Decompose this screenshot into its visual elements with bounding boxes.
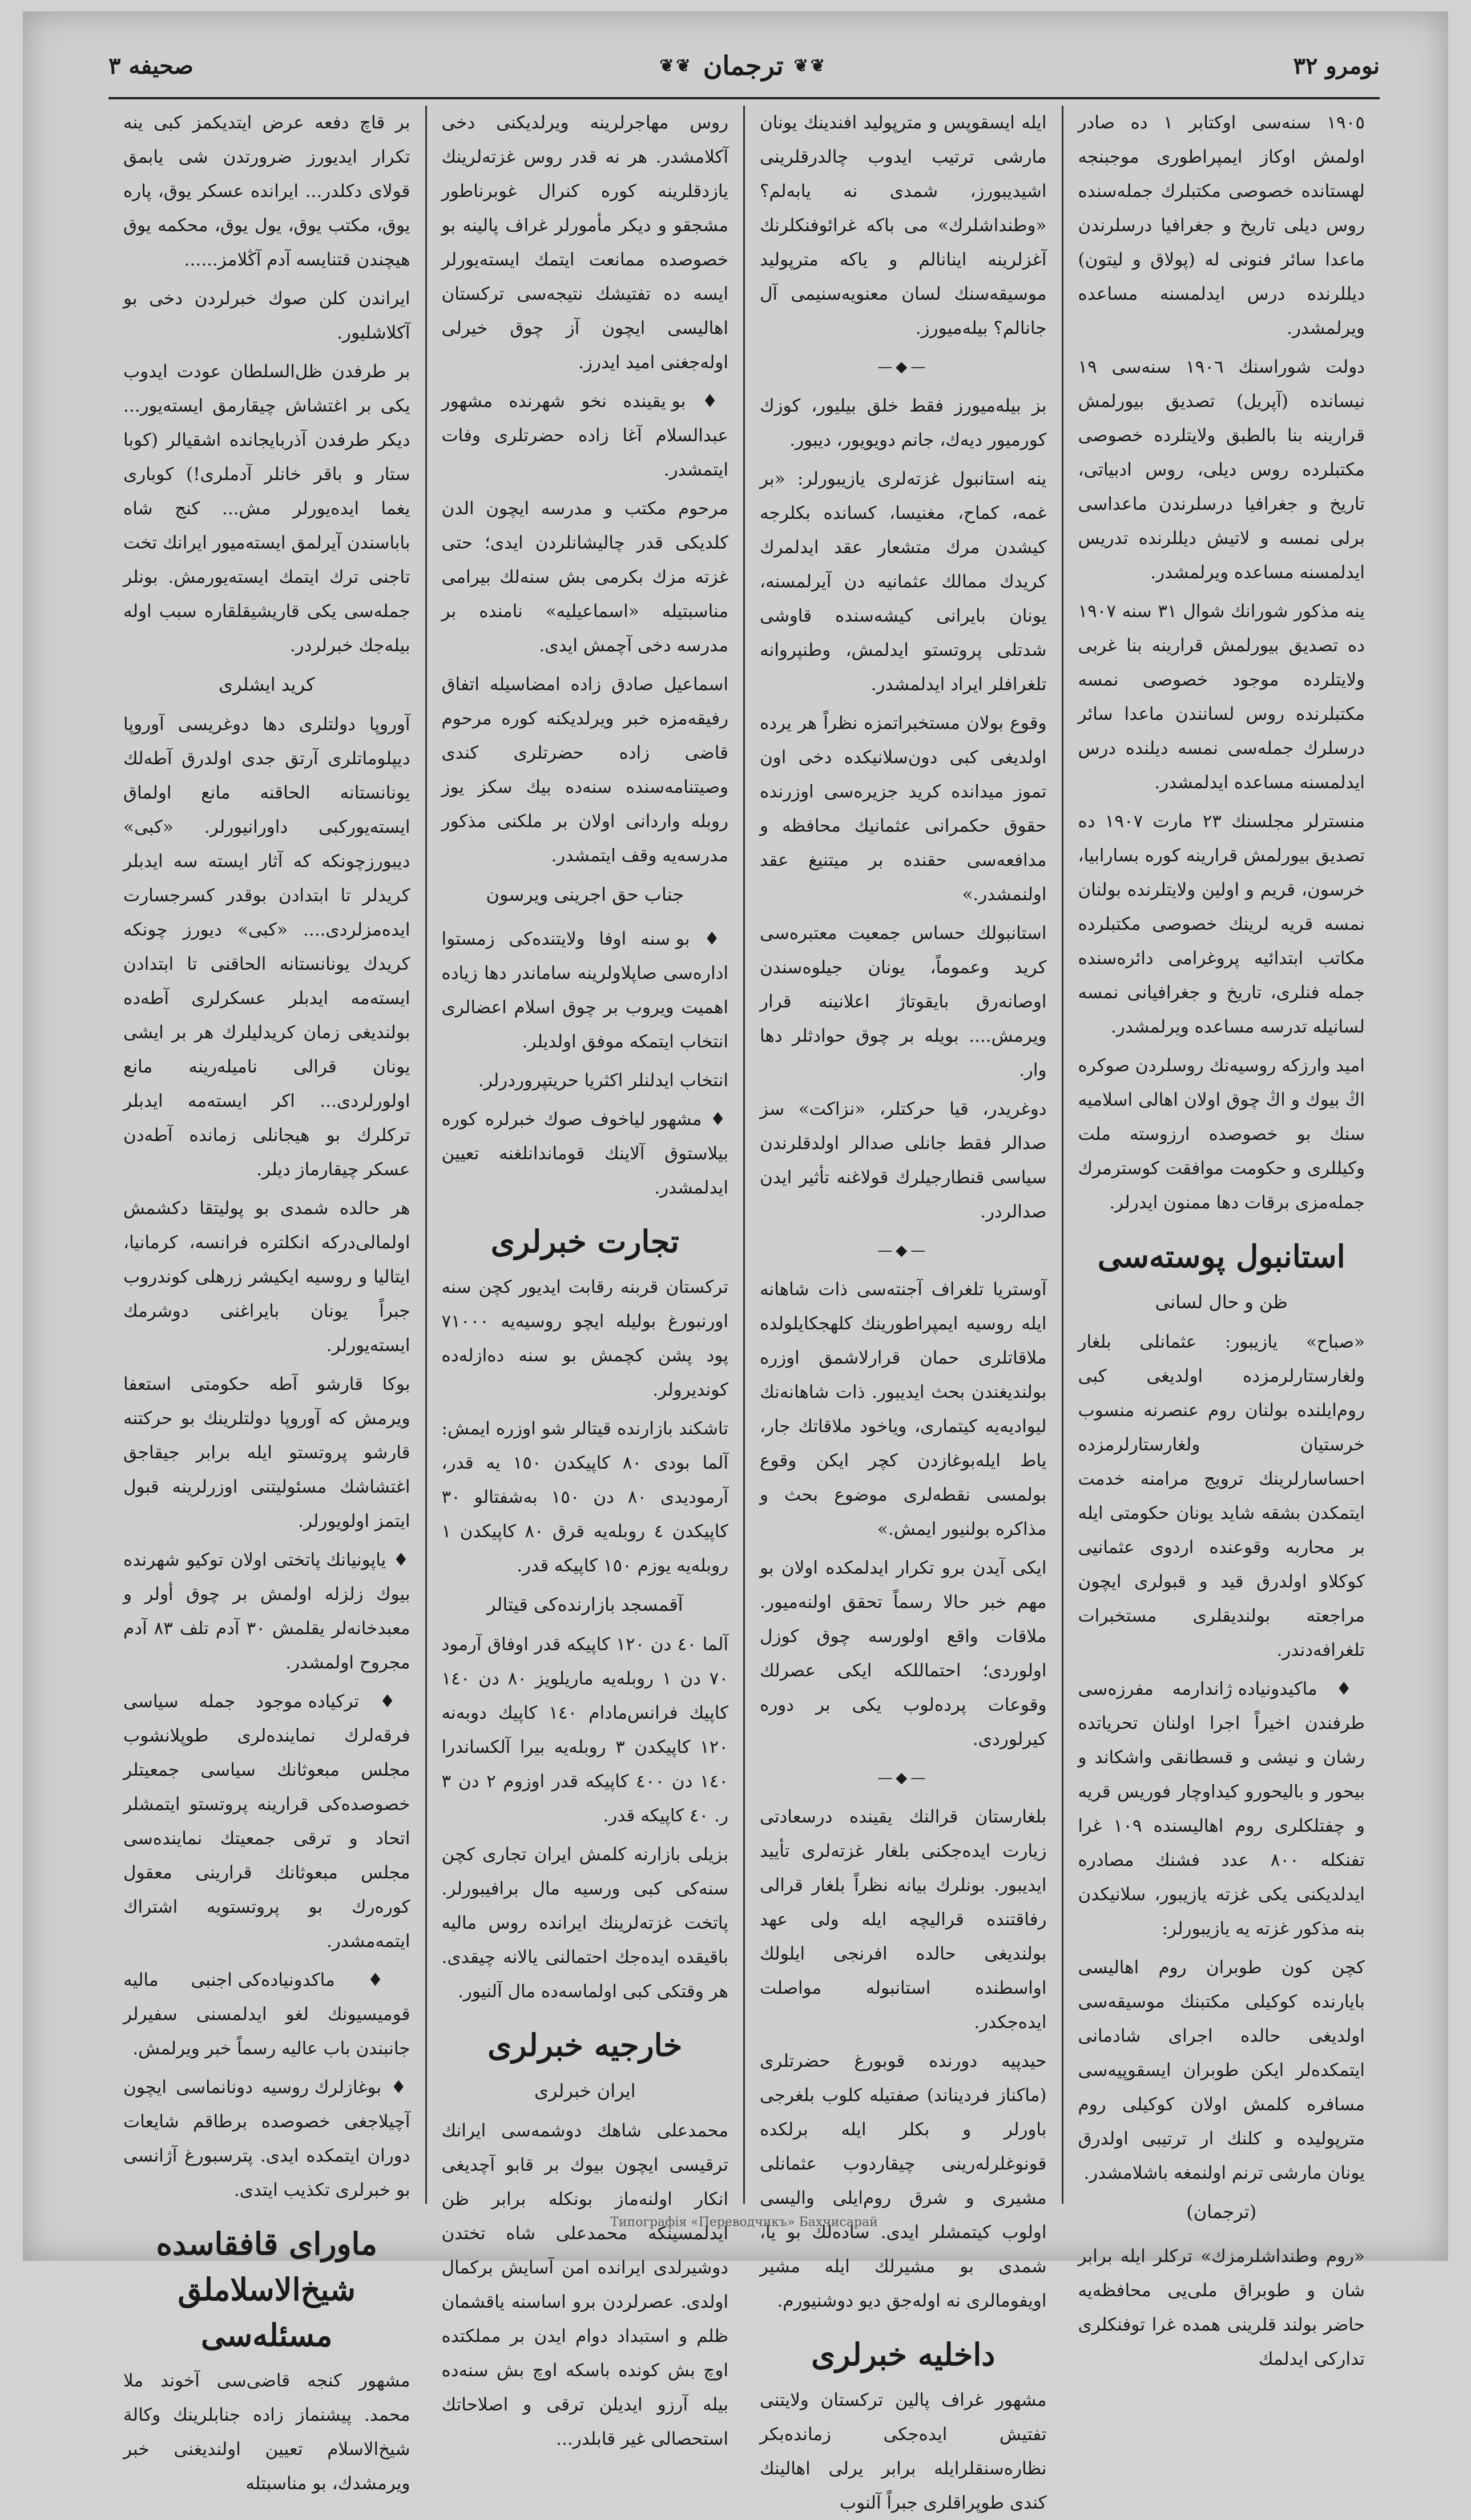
column-4	[108, 106, 425, 2494]
article-paragraph: «روم وطنداشلرمزك» تركلر ايله برابر شان و طوبراق ملى‌يى محافظه‌يه حاضر بولند قلرينى همده غرا توفنكلرى تداركى ايدلمك	[1078, 2246, 1365, 2369]
article-paragraph: دوغريدر، قيا حركتلر، «نزاكت» سز صدالر فقط جانلى صدالر اولدقلرندن سياسى قنطارجيلرك قولاغنه تأثير ايدن صدالردر.	[760, 1099, 1047, 1222]
article-paragraph: بلغارستان قرالنك يقينده درسعادتى زيارت ايدەجكنى بلغار غزته‌لرى تأييد ايديبور. بونلرك بيانه نظراً بلغار قرالى رفاقتنده قراليچه ايله ولى عهد بولنديغى حالده افرنجى ايلولك اواسطنده استانبوله مواصلت ايدەجكدر.	[760, 1807, 1047, 2033]
article-paragraph: مرحوم مكتب و مدرسه ايچون الدن كلديكى قدر چاليشانلردن ايدى؛ حتى غزته مزك بكرمى بش سنەلك بيرامى مناسبتيله «اسماعيليه» نامنده بر مدرسه دخى آچمش ايدى.	[441, 498, 728, 656]
article-paragraph: ١٩٠٥ سنه‌سى اوكتابر ١ ده صادر اولمش اوكاز ايمپراطورى موجبنجه لهستانده خصوصى مكتبلرك جمله‌سنده روس ديلى تاريخ و جغرافيا درسلرندن ماعدا سائر فنونى له (پولاق و ليتون) ديللرنده درس ايدلمسنه مساعده ويرلمشدر.	[1078, 112, 1365, 338]
article-paragraph: هر حالده شمدى بو پوليتقا دكشمش اولمالى‌دركه انكلتره فرانسه، كرمانيا، ايتاليا و روسيه ايكيشر زرهلى كوندروب جبراً يونان بايراغنى دوشرمك ايسته‌يورلر.	[123, 1198, 410, 1356]
separator: —◆—	[877, 1769, 929, 1787]
newspaper-page	[23, 11, 1448, 2513]
article-paragraph: ايكى آيدن برو تكرار ايدلمكده اولان بو مهم خبر حالا رسماً تحقق اولنه‌ميور. ملاقات واقع اولورسه چوق كوزل اولوردى؛ احتماللكه ايكى عصرلك وقوعات پرده‌لوب يكى بر دوره كيرلوردى.	[760, 1558, 1047, 1749]
separator: —◆—	[877, 358, 929, 376]
section-heading: داخليه خبرلرى	[811, 2336, 996, 2373]
signature: (ترجمان)	[1186, 2201, 1257, 2223]
article-paragraph: ♦ بوغازلرك روسيه دونانماسى ايچون آچيلاجغى خصوصده برطاقم شايعات دوران ايتمكده ايدى. پترسبورغ آژانسى بو خبرلرى تكذيب ايتدى.	[123, 2070, 410, 2207]
article-paragraph: ايراندن كلن صوك خبرلردن دخى بو آكلاشليور.	[123, 288, 410, 343]
section-subheading: كريد ايشلرى	[219, 674, 315, 695]
article-paragraph: محمدعلى شاهك دوشمه‌سى ايرانك ترقيسى ايچون بيوك بر قابو آچديغى انكار اولنەماز بونكله برابر ظن ايدلمسينكه محمدعلى شاه تختدن دوشيرلدى ايرانده امن آسايش بركمال اولدى. عصرلردن برو اساسنه ياقشمان ظلم و استبداد دوام ايدن بر مملكتده اوچ بش كونده باسكه اوچ بش سنه‌ده بيله آرزو ايديلن ترقى و اصلاحاتك استحصالى غير قابلدر...	[441, 2120, 728, 2449]
section-subheading: ظن و حال لسانى	[1155, 1291, 1288, 1313]
article-paragraph: ينه مذكور شورانك شوال ٣١ سنه ١٩٠٧ ده تصديق بيورلمش قرارينه بنا غربى ولايتلرده موجود خصوصى نمسه مكتبلرنده روس لسانندن ماعدا سائر درسلرك جمله‌سى نمسه ديلنده درس ايدلمسنه مساعده ايدلمشدر.	[1078, 601, 1365, 793]
article-paragraph: كچن كون طوبران روم اهاليسى بايارنده كوكيلى مكتبنك موسيقه‌سى اولديغى حالده اجراى شادمانى ايتمكده‌لر ايكن طوبران ايسقوپيه‌سى مسافره كلمش اولان كوكيلى روم مترپوليده و كلنك ار ترتيبى اولدرق يونان مارشى ترنم اولنمغه باشلامشدر.	[1078, 1957, 1365, 2183]
article-paragraph: اسماعيل صادق زاده امضاسيله اتفاق رفيقه‌مزه خبر ويرلديكنه كوره مرحوم قاضى زاده حضرتلرى كندى وصيتنامه‌سنده سنه‌ده بيك سكز يوز روبله واردانى اولان بر ملكنى مذكور مدرسه‌يه وقف ايتمشدر.	[441, 674, 728, 866]
article-paragraph: تركستان قربنه رقابت ايديور كچن سنه اورنبورغ بوليله ايچو روسيه‌يه ٧١٠٠٠ پود پشن كچمش بو سنه ده‌ازلەدە كونديرولر.	[441, 1277, 728, 1400]
masthead	[108, 34, 1380, 97]
article-paragraph: ♦ ماكدونياده‌كى اجنبى ماليه قوميسيونك لغو ايدلمسنى سفيرلر جانبندن باب عاليه رسماً خبر ويرلمش.	[123, 1963, 410, 2066]
article-paragraph: آوستريا تلغراف آجنته‌سى ذات شاهانه ايله روسيه ايمپراطورينك كلهجكايلولده ملاقاتلرى حمان قرارلاشمق اوزره بولنديغندن بحث ايديبور. ذات شاهانه‌نك ليواديه‌يه كيتمارى، وياخود ملاقاتك جار، ياط ايلەبوغازدن كچر ايكن وقوع بولمسى نقطه‌لرى موضوع بحث و مذاكره بولنيور ايمش.»	[760, 1279, 1047, 1539]
page-number: صحيفه ٣	[108, 52, 194, 79]
section-heading: استانبول پوسته‌سى	[1097, 1238, 1345, 1275]
article-paragraph: ♦ مشهور لياخوف صوك خبرلره كوره بيلاستوق آلاينك قوماندانلغنه تعيين ايدلمشدر.	[442, 1102, 729, 1205]
article-paragraph: ♦ ماكيدونياده ژاندارمه مفرزه‌سى طرفندن اخيراً اجرا اولنان تحرياتده رشان و نيشى و قسطانقى واشكاند و بيحور و باليحورو كيداوچار فوريس قريه و چفتلكلرى روم اهاليسنده ١٠٩ غرا تفنكله ٨٠٠ عدد فشنك مصادره ايدلديكنى يكى غزته يازيبور، سلانيكدن بنه مذكور غزته يه يازيبورلر:	[1078, 1672, 1365, 1946]
article-paragraph: آلما ٤٠ دن ١٢٠ كاپيكه قدر اوفاق آرمود ٧٠ دن ١ روبله‌يه ماريلويز ٨٠ دن ١٤٠ كاپيك فرانس‌مادام ١٤٠ كاپيك دوبه‌نه ١٢٠ كاپيكدن ٣ روبله‌يه بيرا آلكساندرا ١٤٠ دن ٤٠٠ كاپيكه قدر اوزوم ٢ دن ٣ ر. ٤٠ كاپيكه قدر.	[441, 1634, 729, 1826]
article-paragraph: ♦ بو يقينده نخو شهرنده مشهور عبدالسلام آغا زاده حضرتلرى وفات ايتمشدر.	[442, 384, 729, 487]
separator: —◆—	[877, 1242, 929, 1259]
printer-footer: Типографія «Переводчикъ» Бахчисарай	[610, 2215, 878, 2229]
ornament-left-icon: ❦❦	[659, 55, 693, 76]
section-heading: تجارت خبرلرى	[490, 1223, 679, 1260]
ornament-right-icon: ❦❦	[793, 55, 827, 76]
article-paragraph: بوكا قارشو آطه حكومتى استعفا ويرمش كه آوروپا دولتلرينك بو حركتنه قارشو پروتستو ايله برابر جيقاجق اغتشاشك مسئوليتنى اوزرلرينه قبول ايتمز اولويورلر.	[123, 1374, 410, 1531]
article-paragraph: روس مهاجرلرينه ويرلديكنى دخى آكلامشدر. هر نه قدر روس غزته‌لرينك يازدقلرينه كوره كنرال غوبرناطور مشجقو و ديكر مأمورلر غراف پالينه بو خصوصده ممانعت ايتمك ايسته‌يورلر ايسه ده تفتيشك نتيجه‌سى تركستان اهاليسى ايچون آز چوق خيرلى اولەجغنى اميد ايدرز.	[441, 112, 728, 373]
article-paragraph: بزيلى بازارنه كلمش ايران تجارى كچن سنه‌كى كبى ورسيه مال برافيبورلر. پاتخت غزته‌لرينك ايرانده روس ماليه باقيقدە ايدەجك احتمالنى يالانه چيقدى. هر وقتكى كبى اولماسەده مال آلنيور.	[441, 1844, 728, 2002]
article-paragraph: ينه استانبول غزته‌لرى يازيبورلر: «بر غمه، كماح، مغنيسا، كساندە بكلرجه كيشدن مرك متشعار عقد ايدلمرك كريدك ممالك عثمانيه دن آيرلمسنه، يونان بايرانى كيشه‌سنده قاوشى شدتلى پروتستو ايدلمش، وطنپروانه تلغرافلر ايراد ايدلمشدر.	[760, 469, 1047, 695]
article-paragraph: ♦ ياپونيانك پاتختى اولان توكيو شهرنده بيوك زلزله اولمش بر چوق أولر و معبدخانه‌لر يقلمش ٣٠ آدم تلف ٨٣ آدم مجروح اولمشدر.	[123, 1543, 410, 1680]
article-paragraph: دولت شوراسنك ١٩٠٦ سنه‌سى ١٩ نيسانده (آپريل) تصديق بيورلمش قرارينه بنا بالطبق ولايتلرده خصوصى مكتبلرده روس ديلى، روس ادبياتى، تاريخ و جغرافيا درسلرندن ماعداسى برلى نمسه و لاتيش ديللرنده تدريس ايدلمسنه مساعده ويرلمشدر.	[1078, 357, 1365, 583]
article-paragraph: «صباح» يازيبور: عثمانلى بلغار ولغارستارلرمزده اولديغى كبى روم‌ايلنده بولنان روم عنصرنه منسوب خرستيان ولغارستارلرمزده احساسارلرينك ترويج مرامنه خدمت ايتمكدن بشقه شايد يونان حكومتى ايله بر محاربه وقوعنده اردوى عثمانيى كوكلاو اولدرق قيد و قبولرى ايچون مراجعته بولنديقلرى مستخبرات تلغرافه‌دندر.	[1078, 1332, 1365, 1660]
column-1	[1062, 106, 1380, 2369]
article-paragraph: وقوع بولان مستخبراتمزه نظراً هر يرده اولديغى كبى دون‌سلانيكده دخى اون تموز ميدانده كريد جزيره‌سى اوزرنده حقوق حكمرانى عثمانيك محافظه و مدافعه‌سى حقنده بر ميتنيغ عقد اولنمشدر.»	[760, 713, 1047, 905]
masthead-title	[659, 50, 827, 81]
section-heading: ماوراى قافقاسده شيخ‌الاسلاملق مسئله‌سى	[156, 2225, 377, 2353]
article-paragraph: انتخاب ايدلنلر اكثريا حريتپروردرلر.	[478, 1070, 728, 1091]
article-paragraph: آوروپا دولتلرى دها دوغريسى آوروپا ديپلوماتلرى آرتق جدى اولدرق آطه‌لك يونانستانه الحاقنه مانع اولماق ايسته‌يوركبى داورانيورلر. «كبى» ديبورزچونكه كه آثار ايسته سه ايدبلر كريدلر تا ابتدادن بوقدر كسرجسارت ايده‌مزلردى.... «كبى» ديورز چونكه كريدك يونانستانه الحاقنى تا ابتدادن ايستەمه ايدبلر عسكرلرى آطه‌ده بولنديغى زمان كريدليلرك هر بر ايشى يونان قرالى ناميله‌رينه مانع اولورلردى... اكر ايسته‌مه ايدبلر تركلرك بو هيجانلى زمانده آطه‌دن عسكر چيقارماز ديلر.	[123, 714, 410, 1180]
signature: جناب حق اجرينى ويرسون	[486, 884, 684, 905]
article-paragraph: بز بيلەميورز فقط خلق بيليور، كوزك كورميور ديەك، جانم دويويور، ديبور.	[760, 396, 1047, 450]
article-paragraph: ♦ تركياده موجود جمله سياسى فرقه‌لرك نماينده‌لرى طوپلانشوب مجلس مبعوثانك سياسى جمعيتلر خصوصده‌كى قرارينه پروتستو ايتمشلر اتحاد و ترقى جمعيتك نماينده‌سى مجلس مبعوثانك قرارينى معقول كوره‌رك بو پروتستويه اشتراك ايتمه‌مشدر.	[123, 1684, 410, 1958]
article-paragraph: ايله ايسقوپس و مترپوليد افندينك يونان مارشى ترتيب ايدوب چالدرقلرينى اشيديبورز، شمدى نه يابەلم؟ «وطنداشلرك» مى باكه غرائوفنكلرنك آغزلرينه اينانالم و ياكه مترپوليد موسيقه‌سنك لسان معنويه‌سنيمى آل جانالم؟ بيلەميورز.	[760, 112, 1047, 338]
article-paragraph: استانبولك حساس جمعيت معتبره‌سى كريد وعموماً، يونان جيلوه‌سندن اوصانەرق بايقوتاژ اعلانينه قرار ويرمش.... بويله بر چوق حوادثلر دها وار.	[760, 923, 1047, 1080]
article-paragraph: مشهور كنجه قاضى‌سى آخوند ملا محمد. پيشنماز زاده جنابلرينك وكالة شيخ‌الاسلام تعيين اولنديغنى خبر ويرمشدك، بو مناسبتله	[123, 2370, 410, 2494]
article-paragraph: منسترلر مجلسنك ٢٣ مارت ١٩٠٧ ده تصديق بيورلمش قرارينه كوره بسارابيا، خرسون، قريم و اولين ولايتلرنده بولنان نمسه قريه لرينك خصوصى مكتبلرده مكاتب ابتدائيه پروغرامى دائره‌سنده جمله فنلرى، تاريخ و جغرافيانى نمسه لسانيله تدرسه مساعده ويرلمشدر.	[1078, 811, 1365, 1037]
article-paragraph: تاشكند بازارنده قيتالر شو اوزره ايمش: آلما بودى ٨٠ كاپيكدن ١٥٠ يه قدر، آرموديدى ٨٠ دن ١٥٠ بەشفتالو ٣٠ كاپيكدن ٤ روبله‌يه قرق ٨٠ كاپيكدن ١ روبله‌يه يوزم ١٥٠ كاپيكه قدر.	[441, 1418, 729, 1576]
article-paragraph: اميد وارزكه روسيه‌نك روسلردن صوكره اڭ بيوك و اڭ چوق اولان اهالى اسلاميه سنك بو خصوصده ارزوسته ملت وكيللرى و حكومت موافقت كوسترمرك جمله‌مزى برقات دها ممنون ايدرلر.	[1078, 1055, 1365, 1213]
article-paragraph: بر طرفدن ظل‌السلطان عودت ايدوب يكى بر اغتشاش چيقارمق ايسته‌يور... ديكر طرفدن آذربايجانده اشقيالر (كوبا ستار و باقر خانلر آدملرى!) كوبارى يغما ايده‌يورلر مش... كنج شاه باباسندن آيرلمق ايسته‌ميور ايرانك تخت تاجنى ترك ايتمك ايسته‌يورمش. بونلر جمله‌سى يكى قاريشيقلقاره سبب اوله بيلەجك خبرلردر.	[123, 361, 410, 656]
newspaper-title: ترجمان	[703, 50, 784, 81]
issue-number: نومرو ٣٢	[1293, 52, 1380, 79]
article-paragraph: حيدپيه دورنده قوبورغ حضرتلرى (ماكناز فرديناند) صفتيله كلوب بلغرجى باورلر و بكلر ايله برلكده قونوغلرلەرينى چيقاردوب عثمانلى مشيرى و شرق روم‌ايلى واليسى اولوب كيتمشلر ايدى. سادەلك بو يا، شمدى بو مشيرلك ايله مشير اويفومالرى نه اولەجق ديو دوشنيورم.	[760, 2051, 1047, 2311]
section-subheading: آقمسجد بازارنده‌كى قيتالر	[486, 1594, 683, 1615]
section-subheading: ايران خبرلرى	[534, 2080, 636, 2102]
section-heading: خارجيه خبرلرى	[487, 2027, 683, 2063]
article-paragraph: مشهور غراف پالين تركستان ولايتنى تفتيش ايدەجكى زماندەبكر نظاره‌سنقلرايله برابر يرلى اهالينك كندى طوپراقلرى جبراً آلنوب	[760, 2390, 1047, 2513]
article-paragraph: ♦ بو سنه اوفا ولايتنده‌كى زمستوا ادارەسى صاپلاولرينه ساماندر دها زياده اهميت ويروب بر چوق اسلام اعضالرى انتخاب ايتمكه موفق اولديلر.	[442, 922, 729, 1059]
article-paragraph: بر قاچ دفعه عرض ايتديكمز كبى ينه تكرار ايديورز ضرورتدن شى يابمق قولاى دكلدر... ايرانده عسكر يوق، پاره يوق، مكتب يوق، يول يوق، محكمه يوق هيچندن قتنايسه آدم آڭلامز......	[123, 112, 410, 270]
header-rule	[108, 97, 1380, 99]
